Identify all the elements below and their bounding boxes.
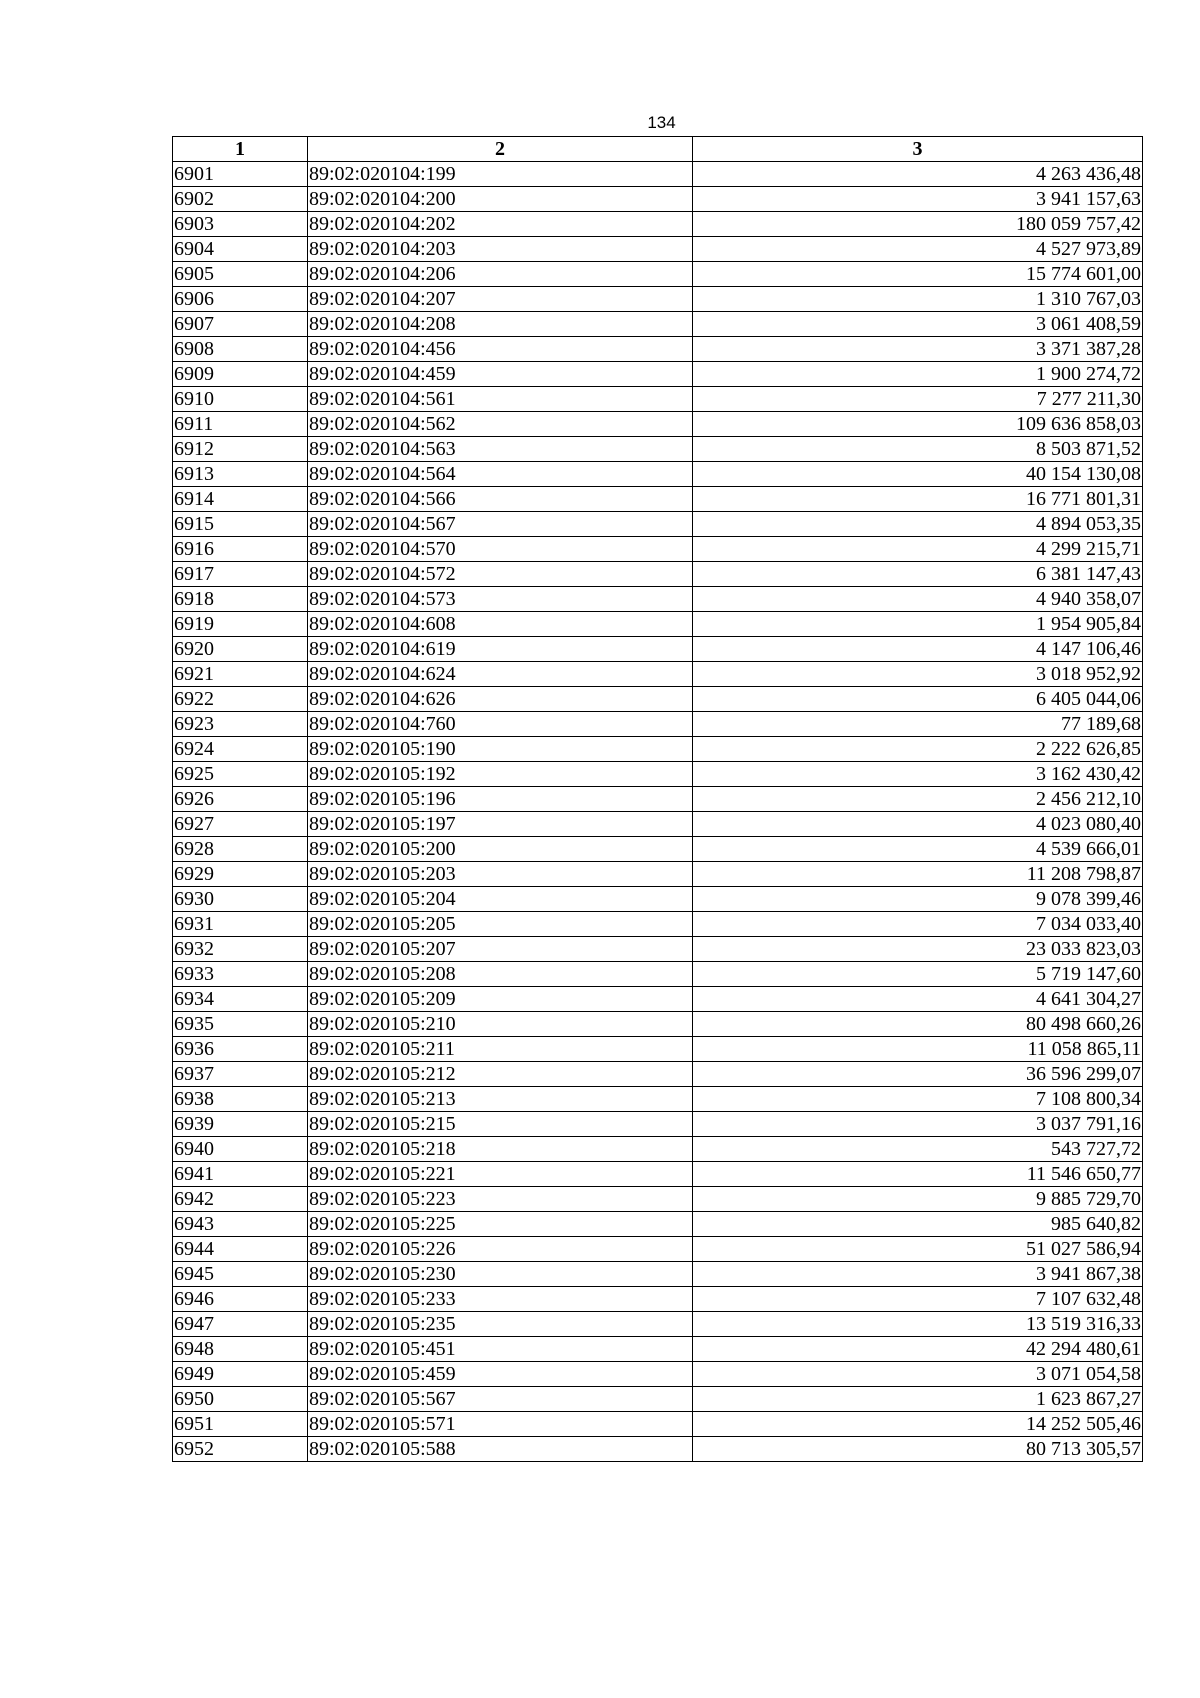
row-number-cell: 6949: [173, 1362, 308, 1387]
value-cell: 51 027 586,94: [693, 1237, 1143, 1262]
table-row: [173, 1162, 1143, 1187]
value-cell: 180 059 757,42: [693, 212, 1143, 237]
cadastral-number-cell: 89:02:020104:760: [308, 712, 693, 737]
cadastral-number-cell: 89:02:020105:209: [308, 987, 693, 1012]
row-number-cell: 6936: [173, 1037, 308, 1062]
value-cell: 42 294 480,61: [693, 1337, 1143, 1362]
row-number-cell: 6931: [173, 912, 308, 937]
cadastral-number-cell: 89:02:020104:206: [308, 262, 693, 287]
value-cell: 11 058 865,11: [693, 1037, 1143, 1062]
table-row: [173, 412, 1143, 437]
cadastral-number-cell: 89:02:020105:218: [308, 1137, 693, 1162]
value-cell: 11 546 650,77: [693, 1162, 1143, 1187]
table-row: [173, 937, 1143, 962]
row-number-cell: 6912: [173, 437, 308, 462]
value-cell: 14 252 505,46: [693, 1412, 1143, 1437]
row-number-cell: 6928: [173, 837, 308, 862]
cadastral-number-cell: 89:02:020104:572: [308, 562, 693, 587]
row-number-cell: 6902: [173, 187, 308, 212]
table-row: [173, 587, 1143, 612]
cadastral-number-cell: 89:02:020105:208: [308, 962, 693, 987]
value-cell: 77 189,68: [693, 712, 1143, 737]
row-number-cell: 6932: [173, 937, 308, 962]
row-number-cell: 6937: [173, 1062, 308, 1087]
row-number-cell: 6904: [173, 237, 308, 262]
cadastral-number-cell: 89:02:020104:619: [308, 637, 693, 662]
cadastral-number-cell: 89:02:020105:233: [308, 1287, 693, 1312]
cadastral-number-cell: 89:02:020104:563: [308, 437, 693, 462]
row-number-cell: 6903: [173, 212, 308, 237]
value-cell: 4 023 080,40: [693, 812, 1143, 837]
table-row: [173, 912, 1143, 937]
table-row: [173, 187, 1143, 212]
cadastral-number-cell: 89:02:020105:211: [308, 1037, 693, 1062]
cadastral-number-cell: 89:02:020104:200: [308, 187, 693, 212]
table-row: [173, 1062, 1143, 1087]
cadastral-number-cell: 89:02:020104:608: [308, 612, 693, 637]
value-cell: 3 071 054,58: [693, 1362, 1143, 1387]
cadastral-number-cell: 89:02:020105:588: [308, 1437, 693, 1462]
cadastral-number-cell: 89:02:020104:562: [308, 412, 693, 437]
value-cell: 4 299 215,71: [693, 537, 1143, 562]
table-row: [173, 837, 1143, 862]
value-cell: 3 941 157,63: [693, 187, 1143, 212]
table-row: [173, 562, 1143, 587]
row-number-cell: 6923: [173, 712, 308, 737]
value-cell: 3 941 867,38: [693, 1262, 1143, 1287]
table-row: [173, 1337, 1143, 1362]
row-number-cell: 6940: [173, 1137, 308, 1162]
row-number-cell: 6946: [173, 1287, 308, 1312]
value-cell: 6 381 147,43: [693, 562, 1143, 587]
cadastral-number-cell: 89:02:020105:203: [308, 862, 693, 887]
table-row: [173, 162, 1143, 187]
cadastral-number-cell: 89:02:020105:226: [308, 1237, 693, 1262]
cadastral-number-cell: 89:02:020105:205: [308, 912, 693, 937]
row-number-cell: 6922: [173, 687, 308, 712]
cadastral-number-cell: 89:02:020105:197: [308, 812, 693, 837]
table-body: [173, 162, 1143, 1462]
registry-table: [172, 136, 1143, 1462]
table-row: [173, 962, 1143, 987]
value-cell: 36 596 299,07: [693, 1062, 1143, 1087]
value-cell: 9 078 399,46: [693, 887, 1143, 912]
table-row: [173, 337, 1143, 362]
cadastral-number-cell: 89:02:020105:200: [308, 837, 693, 862]
value-cell: 80 713 305,57: [693, 1437, 1143, 1462]
value-cell: 7 108 800,34: [693, 1087, 1143, 1112]
cadastral-number-cell: 89:02:020104:202: [308, 212, 693, 237]
table-row: [173, 862, 1143, 887]
cadastral-number-cell: 89:02:020105:459: [308, 1362, 693, 1387]
table-row: [173, 1312, 1143, 1337]
table-row: [173, 462, 1143, 487]
row-number-cell: 6938: [173, 1087, 308, 1112]
value-cell: 4 263 436,48: [693, 162, 1143, 187]
cadastral-number-cell: 89:02:020105:210: [308, 1012, 693, 1037]
value-cell: 2 222 626,85: [693, 737, 1143, 762]
cadastral-number-cell: 89:02:020105:192: [308, 762, 693, 787]
table-row: [173, 787, 1143, 812]
cadastral-number-cell: 89:02:020105:235: [308, 1312, 693, 1337]
table-row: [173, 1012, 1143, 1037]
cadastral-number-cell: 89:02:020104:561: [308, 387, 693, 412]
value-cell: 13 519 316,33: [693, 1312, 1143, 1337]
row-number-cell: 6918: [173, 587, 308, 612]
table-row: [173, 312, 1143, 337]
table-row: [173, 1212, 1143, 1237]
row-number-cell: 6925: [173, 762, 308, 787]
table-row: [173, 437, 1143, 462]
table-header: [173, 137, 1143, 162]
cadastral-number-cell: 89:02:020104:459: [308, 362, 693, 387]
table-row: [173, 1087, 1143, 1112]
row-number-cell: 6947: [173, 1312, 308, 1337]
value-cell: 3 037 791,16: [693, 1112, 1143, 1137]
header-row: [173, 137, 1143, 162]
value-cell: 4 539 666,01: [693, 837, 1143, 862]
cadastral-number-cell: 89:02:020105:225: [308, 1212, 693, 1237]
cadastral-number-cell: 89:02:020105:196: [308, 787, 693, 812]
row-number-cell: 6950: [173, 1387, 308, 1412]
value-cell: 2 456 212,10: [693, 787, 1143, 812]
header-col-3: 3: [693, 137, 1143, 162]
row-number-cell: 6933: [173, 962, 308, 987]
value-cell: 1 954 905,84: [693, 612, 1143, 637]
table-row: [173, 212, 1143, 237]
table-row: [173, 387, 1143, 412]
value-cell: 6 405 044,06: [693, 687, 1143, 712]
cadastral-number-cell: 89:02:020104:626: [308, 687, 693, 712]
value-cell: 8 503 871,52: [693, 437, 1143, 462]
table-row: [173, 262, 1143, 287]
table-row: [173, 662, 1143, 687]
cadastral-number-cell: 89:02:020105:571: [308, 1412, 693, 1437]
table-row: [173, 712, 1143, 737]
cadastral-number-cell: 89:02:020104:566: [308, 487, 693, 512]
cadastral-number-cell: 89:02:020105:204: [308, 887, 693, 912]
value-cell: 3 162 430,42: [693, 762, 1143, 787]
row-number-cell: 6924: [173, 737, 308, 762]
table-row: [173, 1187, 1143, 1212]
value-cell: 543 727,72: [693, 1137, 1143, 1162]
row-number-cell: 6909: [173, 362, 308, 387]
row-number-cell: 6944: [173, 1237, 308, 1262]
row-number-cell: 6941: [173, 1162, 308, 1187]
table-row: [173, 987, 1143, 1012]
value-cell: 985 640,82: [693, 1212, 1143, 1237]
table-row: [173, 487, 1143, 512]
value-cell: 7 107 632,48: [693, 1287, 1143, 1312]
row-number-cell: 6911: [173, 412, 308, 437]
table-row: [173, 1387, 1143, 1412]
row-number-cell: 6913: [173, 462, 308, 487]
row-number-cell: 6914: [173, 487, 308, 512]
cadastral-number-cell: 89:02:020105:213: [308, 1087, 693, 1112]
table-row: [173, 512, 1143, 537]
row-number-cell: 6920: [173, 637, 308, 662]
table-row: [173, 762, 1143, 787]
row-number-cell: 6948: [173, 1337, 308, 1362]
row-number-cell: 6939: [173, 1112, 308, 1137]
row-number-cell: 6945: [173, 1262, 308, 1287]
table-row: [173, 287, 1143, 312]
cadastral-number-cell: 89:02:020105:223: [308, 1187, 693, 1212]
value-cell: 11 208 798,87: [693, 862, 1143, 887]
table-row: [173, 1037, 1143, 1062]
value-cell: 16 771 801,31: [693, 487, 1143, 512]
row-number-cell: 6921: [173, 662, 308, 687]
cadastral-number-cell: 89:02:020104:456: [308, 337, 693, 362]
row-number-cell: 6943: [173, 1212, 308, 1237]
row-number-cell: 6952: [173, 1437, 308, 1462]
table-row: [173, 1437, 1143, 1462]
row-number-cell: 6919: [173, 612, 308, 637]
row-number-cell: 6942: [173, 1187, 308, 1212]
table-row: [173, 687, 1143, 712]
table-row: [173, 362, 1143, 387]
value-cell: 4 940 358,07: [693, 587, 1143, 612]
row-number-cell: 6926: [173, 787, 308, 812]
table-row: [173, 637, 1143, 662]
cadastral-number-cell: 89:02:020104:573: [308, 587, 693, 612]
row-number-cell: 6905: [173, 262, 308, 287]
value-cell: 109 636 858,03: [693, 412, 1143, 437]
row-number-cell: 6929: [173, 862, 308, 887]
cadastral-number-cell: 89:02:020105:212: [308, 1062, 693, 1087]
row-number-cell: 6910: [173, 387, 308, 412]
value-cell: 4 894 053,35: [693, 512, 1143, 537]
cadastral-number-cell: 89:02:020104:208: [308, 312, 693, 337]
page-number: 134: [647, 113, 676, 132]
table-row: [173, 887, 1143, 912]
cadastral-number-cell: 89:02:020104:570: [308, 537, 693, 562]
cadastral-number-cell: 89:02:020104:199: [308, 162, 693, 187]
value-cell: 1 623 867,27: [693, 1387, 1143, 1412]
row-number-cell: 6906: [173, 287, 308, 312]
table-row: [173, 812, 1143, 837]
cadastral-number-cell: 89:02:020104:624: [308, 662, 693, 687]
row-number-cell: 6927: [173, 812, 308, 837]
cadastral-number-cell: 89:02:020105:221: [308, 1162, 693, 1187]
value-cell: 7 277 211,30: [693, 387, 1143, 412]
value-cell: 15 774 601,00: [693, 262, 1143, 287]
value-cell: 40 154 130,08: [693, 462, 1143, 487]
header-col-1: 1: [173, 137, 308, 162]
row-number-cell: 6901: [173, 162, 308, 187]
row-number-cell: 6935: [173, 1012, 308, 1037]
row-number-cell: 6907: [173, 312, 308, 337]
cadastral-number-cell: 89:02:020105:567: [308, 1387, 693, 1412]
cadastral-number-cell: 89:02:020105:207: [308, 937, 693, 962]
row-number-cell: 6930: [173, 887, 308, 912]
value-cell: 3 371 387,28: [693, 337, 1143, 362]
cadastral-number-cell: 89:02:020105:451: [308, 1337, 693, 1362]
table-row: [173, 537, 1143, 562]
value-cell: 4 527 973,89: [693, 237, 1143, 262]
value-cell: 4 641 304,27: [693, 987, 1143, 1012]
table-row: [173, 1137, 1143, 1162]
header-col-2: 2: [308, 137, 693, 162]
cadastral-number-cell: 89:02:020104:207: [308, 287, 693, 312]
value-cell: 1 310 767,03: [693, 287, 1143, 312]
table-row: [173, 1362, 1143, 1387]
value-cell: 9 885 729,70: [693, 1187, 1143, 1212]
value-cell: 1 900 274,72: [693, 362, 1143, 387]
row-number-cell: 6917: [173, 562, 308, 587]
table-row: [173, 737, 1143, 762]
table-row: [173, 612, 1143, 637]
value-cell: 7 034 033,40: [693, 912, 1143, 937]
cadastral-number-cell: 89:02:020104:567: [308, 512, 693, 537]
cadastral-number-cell: 89:02:020105:230: [308, 1262, 693, 1287]
row-number-cell: 6951: [173, 1412, 308, 1437]
table-row: [173, 1262, 1143, 1287]
value-cell: 4 147 106,46: [693, 637, 1143, 662]
table-row: [173, 237, 1143, 262]
cadastral-number-cell: 89:02:020104:203: [308, 237, 693, 262]
cadastral-number-cell: 89:02:020104:564: [308, 462, 693, 487]
table-row: [173, 1287, 1143, 1312]
table-row: [173, 1112, 1143, 1137]
row-number-cell: 6908: [173, 337, 308, 362]
row-number-cell: 6916: [173, 537, 308, 562]
value-cell: 3 018 952,92: [693, 662, 1143, 687]
value-cell: 3 061 408,59: [693, 312, 1143, 337]
cadastral-number-cell: 89:02:020105:215: [308, 1112, 693, 1137]
row-number-cell: 6915: [173, 512, 308, 537]
table-row: [173, 1237, 1143, 1262]
row-number-cell: 6934: [173, 987, 308, 1012]
value-cell: 23 033 823,03: [693, 937, 1143, 962]
table-row: [173, 1412, 1143, 1437]
value-cell: 80 498 660,26: [693, 1012, 1143, 1037]
cadastral-number-cell: 89:02:020105:190: [308, 737, 693, 762]
value-cell: 5 719 147,60: [693, 962, 1143, 987]
